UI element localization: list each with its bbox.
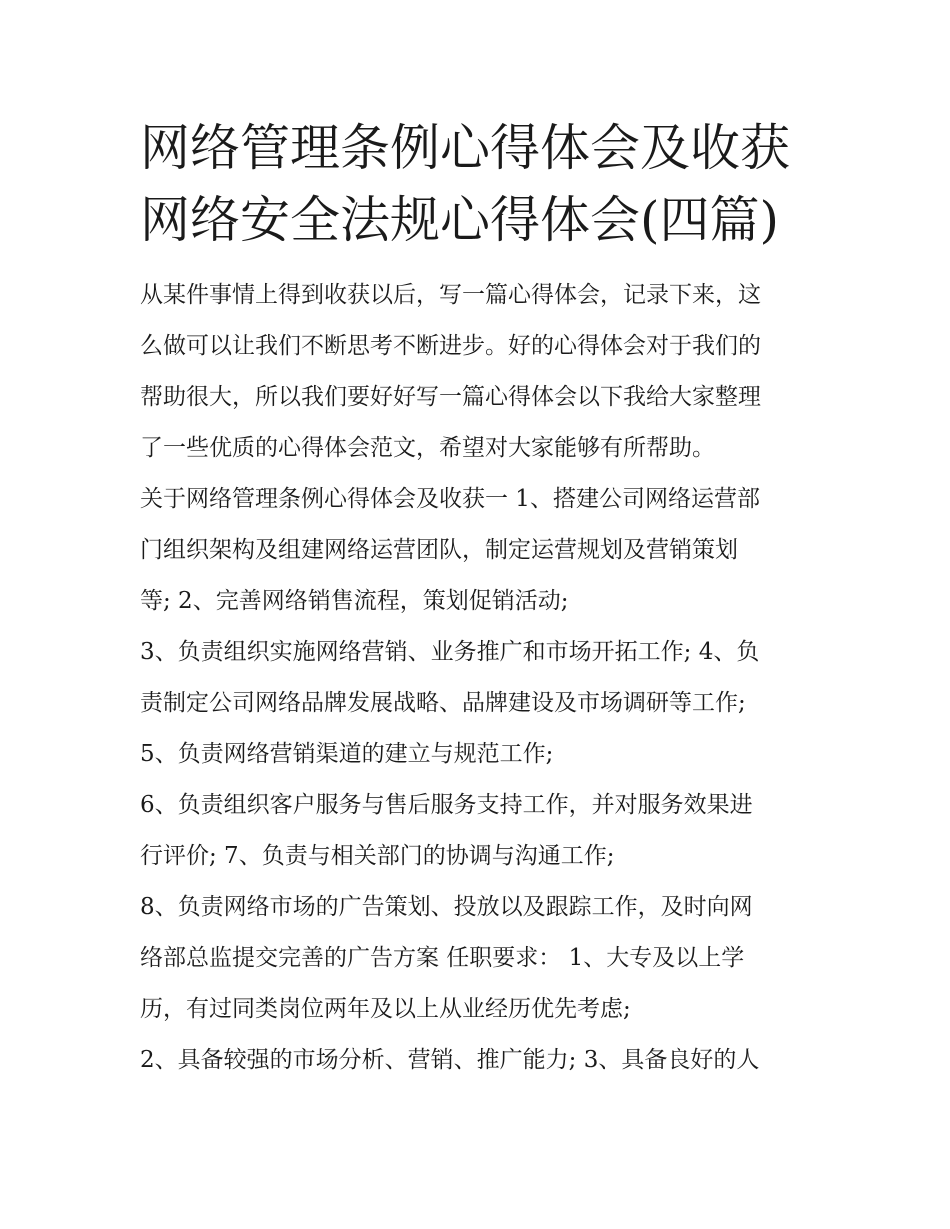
text-line: 历，有过同类岗位两年及以上从业经历优先考虑; [140, 996, 631, 1022]
paragraph-item-1-2 [140, 474, 820, 627]
text-line: 2、具备较强的市场分析、营销、推广能力; 3、具备良好的人 [140, 1047, 760, 1073]
text-line: 帮助很大，所以我们要好好写一篇心得体会以下我给大家整理 [140, 384, 761, 410]
paragraph-intro [140, 270, 820, 474]
text-line: 络部总监提交完善的广告方案 任职要求： 1、大专及以上学 [140, 945, 745, 971]
text-line: 3、负责组织实施网络营销、业务推广和市场开拓工作; 4、负 [140, 639, 760, 665]
text-line: 8、负责网络市场的广告策划、投放以及跟踪工作，及时向网 [140, 894, 753, 920]
paragraph-item-8-requirements [140, 882, 820, 1035]
title-line: 网络管理条例心得体会及收获 [140, 119, 790, 177]
title-line: 网络安全法规心得体会(四篇) [140, 191, 780, 249]
text-line: 从某件事情上得到收获以后，写一篇心得体会，记录下来，这 [140, 282, 761, 308]
text-line: 5、负责网络营销渠道的建立与规范工作; [140, 741, 554, 767]
text-line: 6、负责组织客户服务与售后服务支持工作，并对服务效果进 [140, 792, 753, 818]
text-line: 关于网络管理条例心得体会及收获一 1、搭建公司网络运营部 [140, 486, 760, 512]
paragraph-item-5 [140, 729, 820, 780]
paragraph-item-6-7 [140, 780, 820, 882]
text-line: 么做可以让我们不断思考不断进步。好的心得体会对于我们的 [140, 333, 761, 359]
paragraph-requirements-2-3 [140, 1035, 820, 1086]
paragraph-item-3-4 [140, 627, 820, 729]
text-line: 了一些优质的心得体会范文，希望对大家能够有所帮助。 [140, 435, 715, 461]
document-page [140, 112, 820, 1086]
document-title [140, 112, 820, 256]
text-line: 行评价; 7、负责与相关部门的协调与沟通工作; [140, 843, 615, 869]
text-line: 门组织架构及组建网络运营团队，制定运营规划及营销策划 [140, 537, 738, 563]
text-line: 责制定公司网络品牌发展战略、品牌建设及市场调研等工作; [140, 690, 746, 716]
text-line: 等; 2、完善网络销售流程，策划促销活动; [140, 588, 569, 614]
